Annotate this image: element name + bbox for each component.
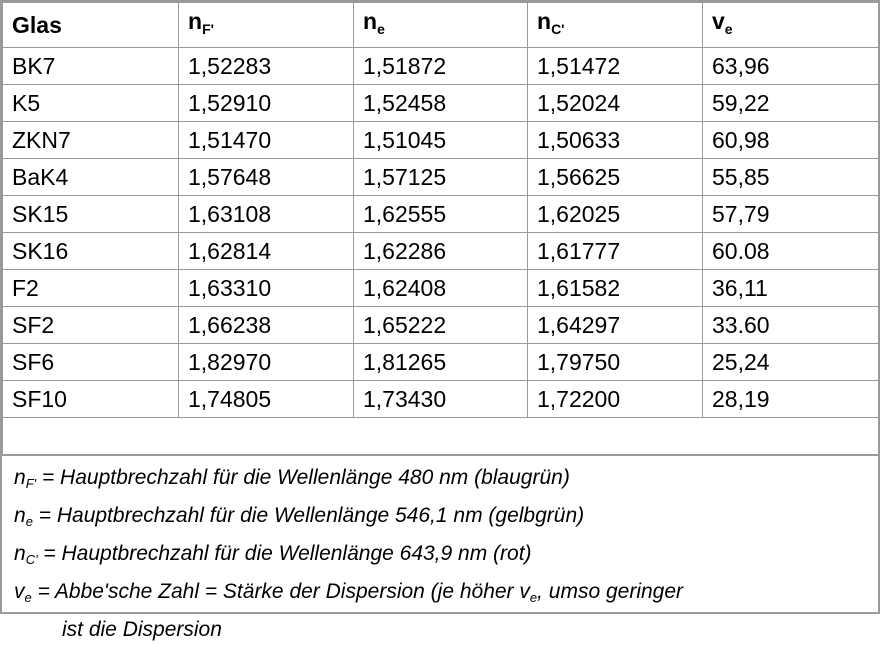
cell-glas: K5 [3,85,179,122]
note-line [14,538,878,576]
header-ne: $n_e$ [354,3,528,48]
table-row [3,233,879,270]
note-line [14,576,878,614]
cell-nf: 1,66238 [179,307,354,344]
note-line [14,500,878,538]
table-row [3,381,879,418]
cell-nf: 1,82970 [179,344,354,381]
header-ve: $v_e$ [703,3,879,48]
cell-ne: 1,81265 [354,344,528,381]
note-text-tail: , umso geringer [537,580,684,603]
cell-nc: 1,52024 [528,85,703,122]
cell-nc: 1,62025 [528,196,703,233]
header-row [3,3,879,48]
table-row [3,196,879,233]
cell-ne: 1,51872 [354,48,528,85]
cell-nc: 1,79750 [528,344,703,381]
note-symbol: $n_{C'}$ [14,542,38,567]
table-row [3,307,879,344]
table-row [3,122,879,159]
glass-data-table [2,2,879,455]
cell-nf: 1,63310 [179,270,354,307]
cell-nf: 1,74805 [179,381,354,418]
note-text: = Hauptbrechzahl für die Wellenlänge 480 nm (blaugrün) [36,466,570,489]
note-symbol: $v_e$ [14,580,32,605]
cell-ve: 63,96 [703,48,879,85]
cell-nf: 1,52283 [179,48,354,85]
note-line [14,462,878,500]
cell-ne: 1,62555 [354,196,528,233]
table-row [3,48,879,85]
table-row [3,85,879,122]
note-symbol: $n_{F'}$ [14,466,37,491]
cell-ne: 1,62408 [354,270,528,307]
cell-ve: 55,85 [703,159,879,196]
cell-ne: 1,65222 [354,307,528,344]
cell-ve: 36,11 [703,270,879,307]
cell-ve: 28,19 [703,381,879,418]
table-row [3,159,879,196]
cell-nc: 1,61582 [528,270,703,307]
cell-nf: 1,62814 [179,233,354,270]
cell-nc: 1,51472 [528,48,703,85]
cell-nf: 1,57648 [179,159,354,196]
empty-row [3,418,879,455]
empty-cell [3,418,879,455]
note-symbol-inline: $v_e$ [519,580,538,605]
cell-ne: 1,57125 [354,159,528,196]
cell-nc: 1,56625 [528,159,703,196]
cell-nc: 1,72200 [528,381,703,418]
cell-glas: SF6 [3,344,179,381]
cell-nc: 1,50633 [528,122,703,159]
table-row [3,270,879,307]
cell-glas: ZKN7 [3,122,179,159]
cell-ne: 1,51045 [354,122,528,159]
cell-ne: 1,62286 [354,233,528,270]
cell-glas: SK16 [3,233,179,270]
header-nf: $n_{F'}$ [179,3,354,48]
cell-nf: 1,51470 [179,122,354,159]
header-glas: Glas [3,3,179,48]
note-continuation: ist die Dispersion [62,618,222,641]
cell-ve: 57,79 [703,196,879,233]
header-nc: $n_{C'}$ [528,3,703,48]
cell-ne: 1,73430 [354,381,528,418]
cell-ve: 59,22 [703,85,879,122]
cell-ve: 60.08 [703,233,879,270]
note-text: = Hauptbrechzahl für die Wellenlänge 643,9 nm (rot) [37,542,532,565]
legend-notes [2,455,878,646]
cell-glas: BK7 [3,48,179,85]
note-symbol: $n_e$ [14,504,33,529]
cell-ve: 25,24 [703,344,879,381]
cell-glas: SK15 [3,196,179,233]
cell-glas: BaK4 [3,159,179,196]
cell-glas: F2 [3,270,179,307]
cell-nf: 1,52910 [179,85,354,122]
cell-nf: 1,63108 [179,196,354,233]
note-text: = Hauptbrechzahl für die Wellenlänge 546,1 nm (gelbgrün) [32,504,585,527]
cell-glas: SF2 [3,307,179,344]
cell-nc: 1,61777 [528,233,703,270]
cell-ne: 1,52458 [354,85,528,122]
cell-ve: 60,98 [703,122,879,159]
cell-ve: 33.60 [703,307,879,344]
table-row [3,344,879,381]
note-text: = Abbe'sche Zahl = Stärke der Dispersion (je höher [31,580,520,603]
cell-nc: 1,64297 [528,307,703,344]
cell-glas: SF10 [3,381,179,418]
